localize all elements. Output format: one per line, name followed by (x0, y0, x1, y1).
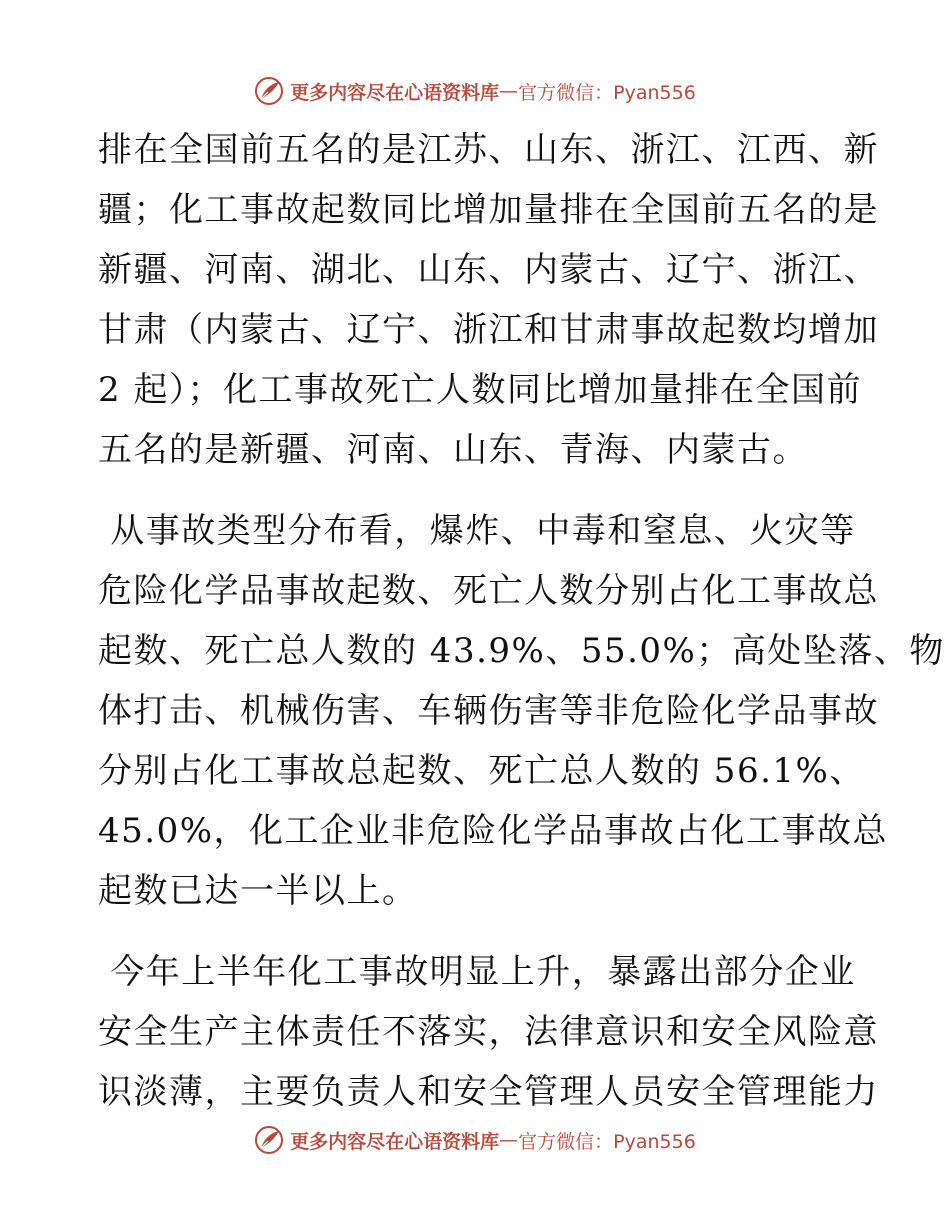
text-line: 今年上半年化工事故明显上升，暴露出部分企业 (98, 952, 856, 992)
footer-watermark (0, 1120, 950, 1160)
paragraph-1 (98, 120, 879, 480)
text-line: 甘肃（内蒙古、辽宁、浙江和甘肃事故起数均增加 (98, 310, 879, 350)
paragraph-3 (98, 942, 879, 1122)
watermark-separator: — (499, 1129, 519, 1151)
paragraph-2 (98, 501, 945, 921)
text-line: 危险化学品事故起数、死亡人数分别占化工事故总 (98, 571, 879, 611)
watermark-separator: — (499, 80, 519, 102)
text-line: 疆；化工事故起数同比增加量排在全国前五名的是 (98, 190, 879, 230)
text-line: 体打击、机械伤害、车辆伤害等非危险化学品事故 (98, 691, 879, 731)
text-line: 2 起）；化工事故死亡人数同比增加量排在全国前 (98, 370, 862, 410)
text-line: 从事故类型分布看，爆炸、中毒和窒息、火灾等 (98, 511, 856, 551)
watermark-site-text: 更多内容尽在心语资料库 (290, 81, 500, 104)
text-line: 识淡薄，主要负责人和安全管理人员安全管理能力 (98, 1072, 879, 1112)
text-line: 起数已达一半以上。 (98, 871, 418, 911)
watermark-wechat-label: 官方微信：Pyan556 (518, 81, 696, 104)
text-line: 排在全国前五名的是江苏、山东、浙江、江西、新 (98, 130, 879, 170)
document-body (98, 120, 945, 1122)
text-line: 分别占化工事故总起数、死亡总人数的 56.1%、 (98, 751, 865, 791)
paragraph-gap (98, 921, 858, 942)
text-line: 新疆、河南、湖北、山东、内蒙古、辽宁、浙江、 (98, 250, 879, 290)
text-line: 45.0%，化工企业非危险化学品事故占化工事故总 (98, 811, 889, 851)
watermark-site-text: 更多内容尽在心语资料库 (290, 1130, 500, 1153)
header-watermark (0, 71, 950, 111)
text-line: 五名的是新疆、河南、山东、青海、内蒙古。 (98, 430, 808, 470)
text-line: 安全生产主体责任不落实，法律意识和安全风险意 (98, 1012, 879, 1052)
paragraph-gap (98, 480, 858, 501)
feather-pen-logo-icon (254, 1125, 284, 1155)
watermark-wechat-label: 官方微信：Pyan556 (518, 1130, 696, 1153)
feather-pen-logo-icon (254, 76, 284, 106)
text-line: 起数、死亡总人数的 43.9%、55.0%；高处坠落、物 (98, 631, 945, 671)
